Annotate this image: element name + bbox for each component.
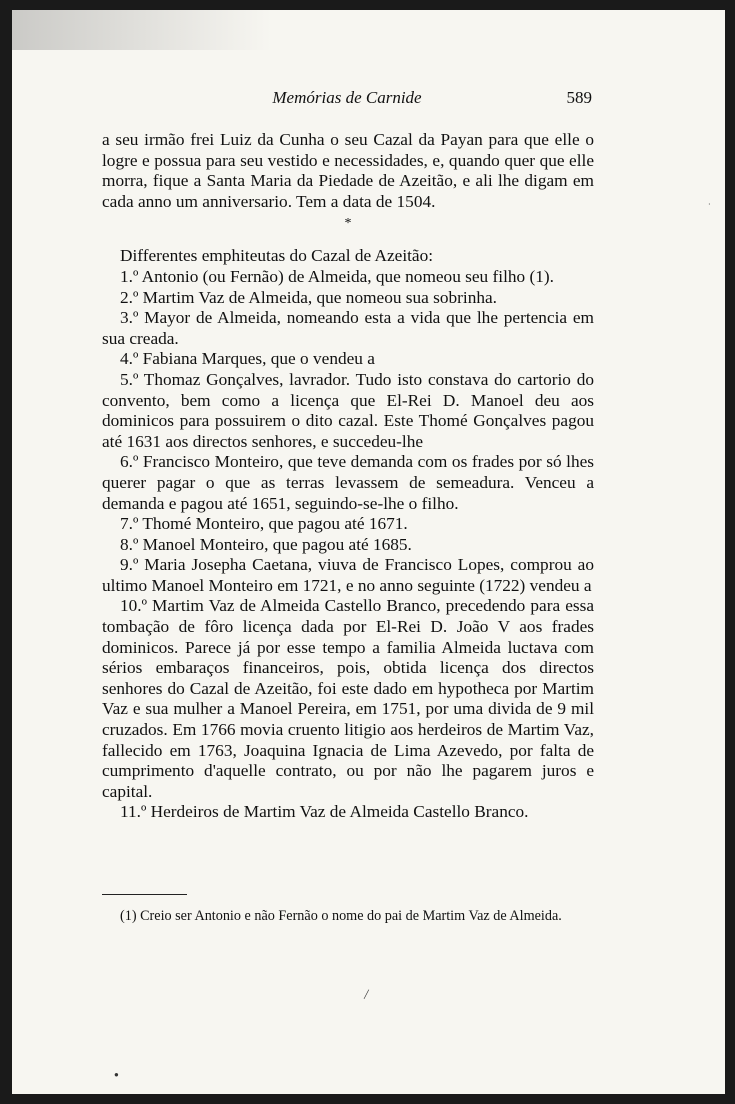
list-item: 8.º Manoel Monteiro, que pagou até 1685. [120, 534, 412, 554]
list-item: 5.º Thomaz Gonçalves, lavrador. Tudo isto constava do cartorio do convento, bem como a licença que El-Rei D. Manoel deu aos dominicos para possuirem o dito cazal. Este Thomé Gonçalves pagou até 1631 aos directos senhores, e succedeu-lhe [102, 369, 594, 451]
paragraph: a seu irmão frei Luiz da Cunha o seu Cazal da Payan para que elle o logre e possua para seu vestido e necessidades, e, quando quer que elle morra, fique a Santa Maria da Piedade de Azeitão, e ali lhe digam em cada anno um anniversario. Tem a data de 1504. [102, 130, 594, 211]
list-item: 4.º Fabiana Marques, que o vendeu a [120, 349, 375, 369]
list-item: 3.º Mayor de Almeida, nomeando esta a vida que lhe pertencia em sua creada. [102, 308, 594, 348]
page-number: 589 [566, 88, 592, 107]
footnote: (1) Creio ser Antonio e não Fernão o nome do pai de Martim Vaz de Almeida. [120, 908, 562, 924]
speck: ● [114, 1070, 119, 1079]
footnote-rule [102, 894, 187, 895]
paragraph: Differentes emphiteutas do Cazal de Azeitão: [120, 246, 434, 266]
section-ornament: * [344, 216, 352, 232]
speck: ╱ [364, 990, 369, 999]
list-item: 9.º Maria Josepha Caetana, viuva de Francisco Lopes, comprou ao ultimo Manoel Monteiro em 1721, e no anno seguinte (1722) vendeu a [102, 555, 594, 595]
list-item: 11.º Herdeiros de Martim Vaz de Almeida Castello Branco. [120, 802, 529, 822]
scan-smudge [12, 10, 272, 50]
list-item: 7.º Thomé Monteiro, que pagou até 1671. [120, 514, 408, 534]
speck: · [708, 200, 711, 209]
list-item: 1.º Antonio (ou Fernão) de Almeida, que nomeou seu filho (1). [120, 266, 554, 286]
list-item: 10.º Martim Vaz de Almeida Castello Branco, precedendo para essa tombação de fôro licença dada por El-Rei D. João V aos frades dominicos. Parece já por esse tempo a familia Almeida luctava com sérios embaraços financeiros, pois, obtida licença dos directos senhores do Cazal de Azeitão, foi este dado em hypotheca por Martim Vaz e sua mulher a Manoel Pereira, em 1751, por uma divida de 9 mil cruzados. Em 1766 movia cruento litigio aos herdeiros de Martim Vaz, fallecido em 1763, Joaquina Ignacia de Lima Azevedo, por falta de cumprimento d'aquelle contrato, ou por não lhe pagarem juros e capital. [102, 596, 594, 801]
list-item: 2.º Martim Vaz de Almeida, que nomeou sua sobrinha. [120, 287, 497, 307]
body-text [102, 130, 594, 823]
list-item: 6.º Francisco Monteiro, que teve demanda com os frades por só lhes querer pagar o que as terras levassem de semeadura. Venceu a demanda e pagou até 1651, seguindo-se-lhe o filho. [102, 452, 594, 513]
book-page [12, 10, 725, 1094]
running-title: Memórias de Carnide [272, 88, 422, 107]
